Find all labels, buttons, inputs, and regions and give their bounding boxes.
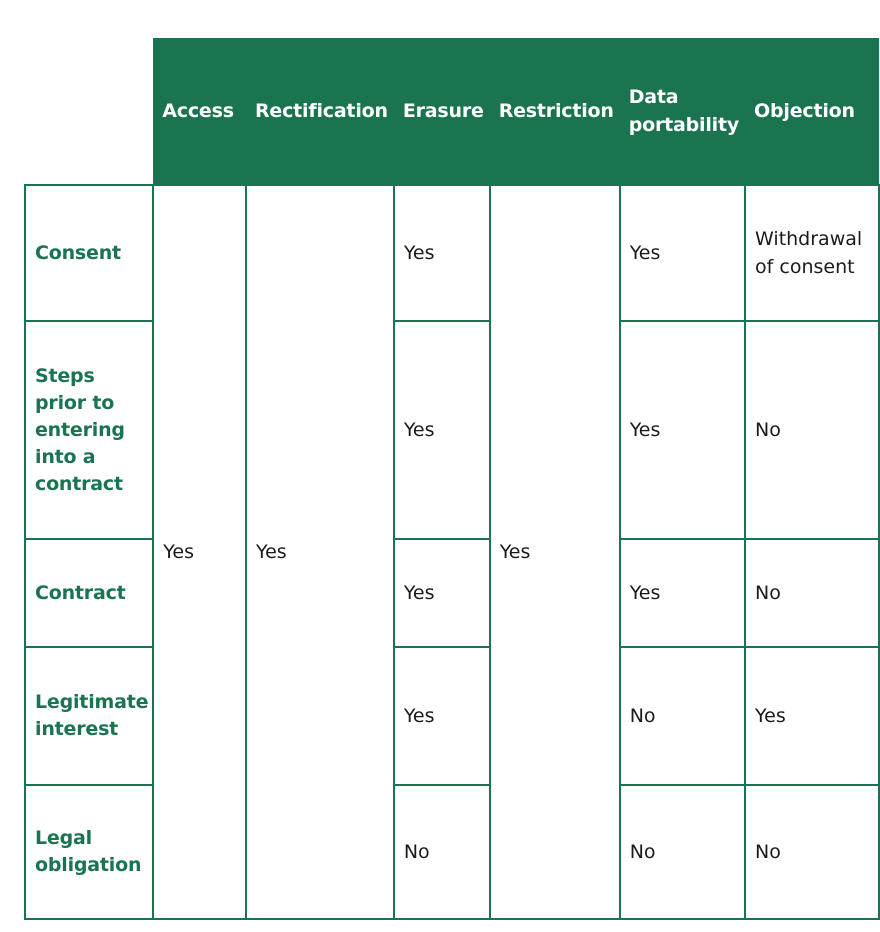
cell-data-portability-consent: Yes xyxy=(620,185,745,321)
cell-erasure-contract: Yes xyxy=(394,539,490,647)
row-header-consent: Consent xyxy=(25,185,153,321)
row-header-legitimate-interest: Legitimate interest xyxy=(25,647,153,785)
cell-objection-legitimate-interest: Yes xyxy=(745,647,879,785)
table-row-consent xyxy=(25,185,879,321)
cell-restriction-all-bases: Yes xyxy=(490,185,620,919)
row-header-legal-obligation: Legal obligation xyxy=(25,785,153,919)
column-header-data-portability: Data portability xyxy=(620,38,745,185)
header-row xyxy=(25,38,879,185)
cell-rectification-all-bases: Yes xyxy=(246,185,394,919)
cell-access-all-bases: Yes xyxy=(153,185,246,919)
column-header-restriction: Restriction xyxy=(490,38,620,185)
table-row-steps-prior-to-contract xyxy=(25,321,879,539)
cell-erasure-consent: Yes xyxy=(394,185,490,321)
table-row-contract xyxy=(25,539,879,647)
cell-data-portability-legal-obligation: No xyxy=(620,785,745,919)
cell-data-portability-contract: Yes xyxy=(620,539,745,647)
rights-by-lawful-basis-table xyxy=(24,38,880,920)
cell-erasure-legitimate-interest: Yes xyxy=(394,647,490,785)
table-row-legal-obligation xyxy=(25,785,879,919)
cell-objection-steps-prior: No xyxy=(745,321,879,539)
column-header-access: Access xyxy=(153,38,246,185)
column-header-objection: Objection xyxy=(745,38,879,185)
table-row-legitimate-interest xyxy=(25,647,879,785)
cell-data-portability-legitimate-interest: No xyxy=(620,647,745,785)
column-header-erasure: Erasure xyxy=(394,38,490,185)
cell-objection-consent: Withdrawal of consent xyxy=(745,185,879,321)
cell-erasure-steps-prior: Yes xyxy=(394,321,490,539)
empty-corner-cell xyxy=(25,38,153,185)
row-header-steps-prior-to-contract: Steps prior to entering into a contract xyxy=(25,321,153,539)
cell-objection-contract: No xyxy=(745,539,879,647)
cell-data-portability-steps-prior: Yes xyxy=(620,321,745,539)
cell-erasure-legal-obligation: No xyxy=(394,785,490,919)
column-header-rectification: Rectification xyxy=(246,38,394,185)
cell-objection-legal-obligation: No xyxy=(745,785,879,919)
row-header-contract: Contract xyxy=(25,539,153,647)
